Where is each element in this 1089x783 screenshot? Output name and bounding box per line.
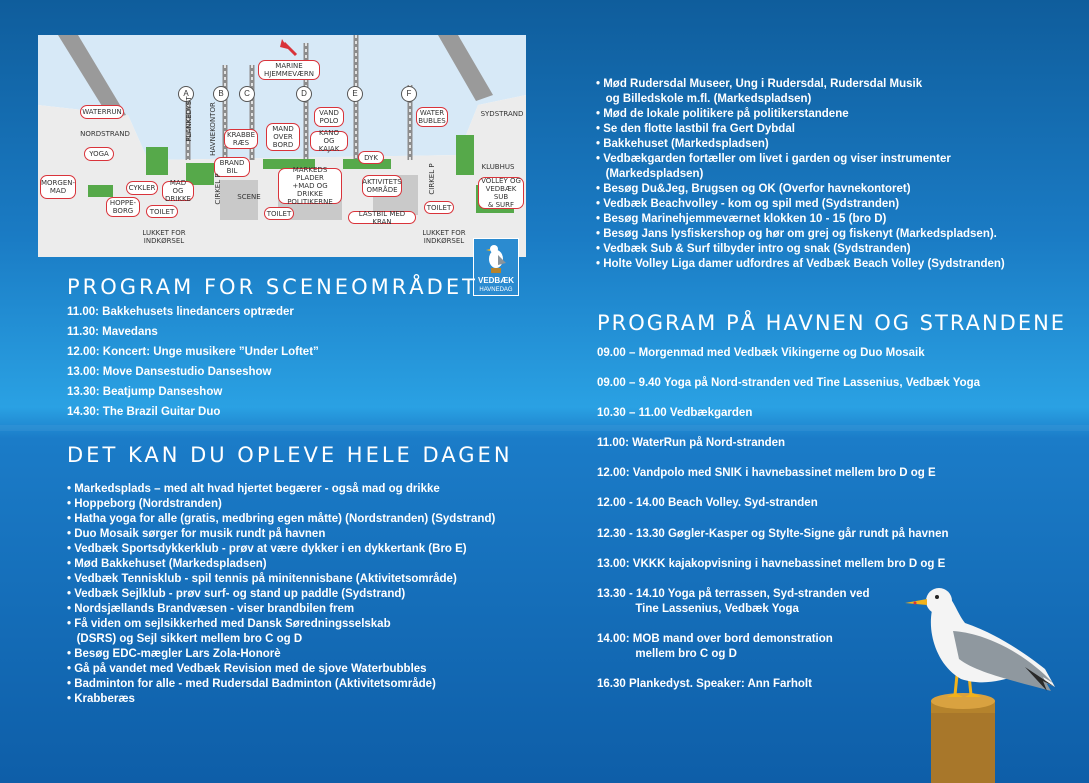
map-label-brandbil: BRAND BIL xyxy=(214,157,250,177)
all-day-item: • Bakkehuset (Markedspladsen) xyxy=(596,138,769,150)
map-label-cykler: CYKLER xyxy=(126,181,158,195)
map-label-vandpolo: VAND POLO xyxy=(314,107,344,127)
all-day-item: • Markedsplads – med alt hvad hjertet begærer - også mad og drikke xyxy=(67,483,440,495)
all-day-item: • Nordsjællands Brandvæsen - viser brandbilen frem xyxy=(67,603,355,615)
all-day-title: DET KAN DU OPLEVE HELE DAGEN xyxy=(67,443,513,467)
map-label-kano: KANO OG KAJAK xyxy=(310,131,348,151)
logo-line-1: VEDBÆK xyxy=(477,276,514,285)
all-day-item: • Vedbæk Tennisklub - spil tennis på minitennisbane (Aktivitetsområde) xyxy=(67,573,457,585)
map-label-cirkel-p-2: CIRKEL P xyxy=(428,163,436,195)
map-label-volley: VOLLEY OG VEDBÆK SUB & SURF xyxy=(478,177,524,209)
all-day-list-continued xyxy=(596,77,1005,272)
all-day-item: • Vedbæk Beachvolley - kom og spil med (Sydstranden) xyxy=(596,198,900,210)
map-label-markeds: MARKEDS PLADER +MAD OG DRIKKE POLITIKERNE xyxy=(278,168,342,204)
scene-program-title: PROGRAM FOR SCENEOMRÅDET xyxy=(67,275,478,299)
scene-item: 11.30: Mavedans xyxy=(67,326,158,338)
all-day-item: • Besøg EDC-mægler Lars Zola-Honorè xyxy=(67,648,281,660)
map-label-mad: MAD OG DRIKKE xyxy=(162,181,194,201)
harbour-item: 10.30 – 11.00 Vedbækgarden xyxy=(597,407,753,419)
scene-program-list xyxy=(67,305,319,425)
all-day-item: • Badminton for alle - med Rudersdal Badminton (Aktivitetsområde) xyxy=(67,678,436,690)
all-day-list xyxy=(67,482,495,707)
all-day-item: • Besøg Jans lysfiskershop og hør om grej og fiskenyt (Markedspladsen). xyxy=(596,228,997,240)
map-label-marine: MARINE HJEMMEVÆRN xyxy=(258,60,320,80)
all-day-item: • Duo Mosaik sørger for musik rundt på havnen xyxy=(67,528,326,540)
all-day-item: • Vedbækgarden fortæller om livet i garden og viser instrumenter xyxy=(596,153,951,165)
map-label-yoga: YOGA xyxy=(84,147,114,161)
scene-item: 11.00: Bakkehusets linedancers optræder xyxy=(67,306,294,318)
map-label-toilet-1: TOILET xyxy=(146,205,178,218)
map-label-mand: MAND OVER BORD xyxy=(266,123,300,151)
all-day-item: • Besøg Du&Jeg, Brugsen og OK (Overfor havnekontoret) xyxy=(596,183,911,195)
harbour-item: 13.30 - 14.10 Yoga på terrassen, Syd-stranden ved Tine Lassenius, Vedbæk Yoga xyxy=(597,588,870,615)
map-label-lukket-1: LUKKET FOR INDKØRSEL xyxy=(142,229,186,245)
harbour-item: 09.00 – 9.40 Yoga på Nord-stranden ved Tine Lassenius, Vedbæk Yoga xyxy=(597,377,981,389)
map-label-lukket-2: LUKKET FOR INDKØRSEL xyxy=(422,229,466,245)
all-day-item: • Gå på vandet med Vedbæk Revision med de sjove Waterbubbles xyxy=(67,663,427,675)
harbour-program-title: PROGRAM PÅ HAVNEN OG STRANDENE xyxy=(597,311,1067,335)
all-day-item: • Mød de lokale politikere på politikerstandene xyxy=(596,108,849,120)
all-day-item: • Få viden om sejlsikkerhed med Dansk Søredningsselskab xyxy=(67,618,391,630)
logo-line-2: HAVNEDAG xyxy=(479,287,513,293)
all-day-item: • Holte Volley Liga damer udfordres af Vedbæk Beach Volley (Sydstranden) xyxy=(596,258,1005,270)
map-label-scene: SCENE xyxy=(237,193,261,201)
harbour-item: 11.00: WaterRun på Nord-stranden xyxy=(597,437,786,449)
map-label-havnekontor: HAVNEKONTOR xyxy=(209,102,217,156)
pier-d-marker: D xyxy=(296,86,312,102)
harbour-item: 12.30 - 13.30 Gøgler-Kasper og Stylte-Signe går rundt på havnen xyxy=(597,528,949,540)
seagull-on-post-icon xyxy=(895,583,1085,783)
all-day-item: • Hoppeborg (Nordstranden) xyxy=(67,498,222,510)
scene-item: 13.00: Move Dansestudio Danseshow xyxy=(67,366,272,378)
map-label-nordstrand: NORDSTRAND xyxy=(80,130,130,138)
scene-item: 13.30: Beatjump Danseshow xyxy=(67,386,223,398)
harbour-item: 09.00 – Morgenmad med Vedbæk Vikingerne og Duo Mosaik xyxy=(597,347,925,359)
map-label-plankedyst: PLANKEDYST xyxy=(185,96,193,142)
map-label-toilet-3: TOILET xyxy=(424,201,454,214)
all-day-item: • Se den flotte lastbil fra Gert Dybdal xyxy=(596,123,795,135)
map-label-morgenmad: MORGEN- MAD xyxy=(40,175,76,199)
pier-f-marker: F xyxy=(401,86,417,102)
pier-c-marker: C xyxy=(239,86,255,102)
all-day-item: • Vedbæk Sejlklub - prøv surf- og stand up paddle (Sydstrand) xyxy=(67,588,406,600)
map-label-krabbe: KRABBE RÆS xyxy=(224,129,258,149)
map-label-sydstrand: SYDSTRAND xyxy=(480,110,524,118)
all-day-item: (Markedspladsen) xyxy=(596,168,704,180)
map-label-dyk: DYK xyxy=(358,151,384,164)
scene-item: 14.30: The Brazil Guitar Duo xyxy=(67,406,221,418)
map-label-klubhus: KLUBHUS xyxy=(481,163,515,171)
map-label-cirkel-p-1: CIRKEL P xyxy=(214,173,222,205)
map-label-aktivitets: AKTIVITETS OMRÅDE xyxy=(362,175,402,197)
map-label-toilet-2: TOILET xyxy=(264,207,294,220)
color-band xyxy=(0,425,1089,431)
all-day-item: • Vedbæk Sportsdykkerklub - prøv at være dykker i en dykkertank (Bro E) xyxy=(67,543,467,555)
pier-e-marker: E xyxy=(347,86,363,102)
harbour-item: 16.30 Plankedyst. Speaker: Ann Farholt xyxy=(597,678,812,690)
all-day-item: (DSRS) og Sejl sikkert mellem bro C og D xyxy=(67,633,303,645)
pier-a-marker: A xyxy=(178,86,194,102)
vedbaek-havnedag-logo xyxy=(473,238,519,296)
all-day-item: • Vedbæk Sub & Surf tilbyder intro og snak (Sydstranden) xyxy=(596,243,911,255)
seagull-logo-icon xyxy=(474,243,518,273)
all-day-item: og Billedskole m.fl. (Markedspladsen) xyxy=(596,93,812,105)
harbour-item: 12.00: Vandpolo med SNIK i havnebassinet mellem bro D og E xyxy=(597,467,936,479)
harbour-map xyxy=(38,35,526,257)
all-day-item: • Mød Bakkehuset (Markedspladsen) xyxy=(67,558,267,570)
all-day-item: • Besøg Marinehjemmeværnet klokken 10 - 15 (bro D) xyxy=(596,213,887,225)
pier-b-marker: B xyxy=(213,86,229,102)
harbour-item: 14.00: MOB mand over bord demonstration mellem bro C og D xyxy=(597,633,833,660)
map-label-hoppeborg: HOPPE- BORG xyxy=(106,197,140,217)
map-label-waterbubles: WATER BUBLES xyxy=(416,107,448,127)
scene-item: 12.00: Koncert: Unge musikere ”Under Loftet” xyxy=(67,346,319,358)
all-day-item: • Hatha yoga for alle (gratis, medbring egen måtte) (Nordstranden) (Sydstrand) xyxy=(67,513,496,525)
all-day-item: • Mød Rudersdal Museer, Ung i Rudersdal, Rudersdal Musik xyxy=(596,78,923,90)
harbour-item: 13.00: VKKK kajakopvisning i havnebassinet mellem bro D og E xyxy=(597,558,946,570)
harbour-item: 12.00 - 14.00 Beach Volley. Syd-stranden xyxy=(597,497,818,509)
all-day-item: • Krabberæs xyxy=(67,693,135,705)
map-label-waterrun: WATERRUN xyxy=(80,105,124,119)
map-label-lastbil: LASTBIL MED KRAN xyxy=(348,211,416,224)
